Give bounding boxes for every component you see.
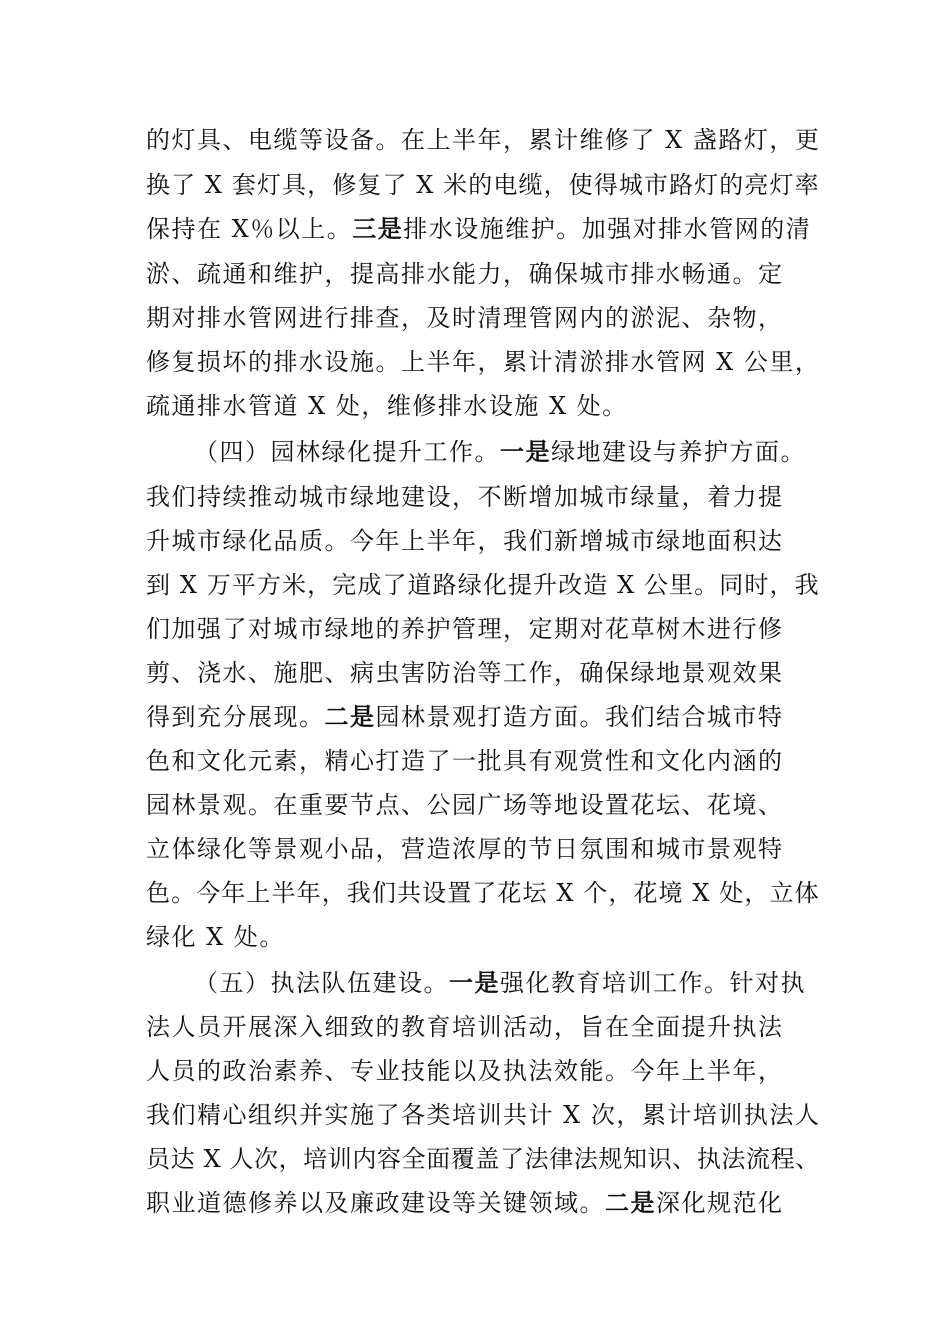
text-run: 淤、疏通和维护，提高排水能力，确保城市排水畅通。定 <box>146 260 784 288</box>
text-run: 人员的政治素养、专业技能以及执法效能。今年上半年， <box>146 1057 784 1085</box>
bold-keyword: 一是 <box>449 968 500 997</box>
text-line <box>146 1188 784 1218</box>
text-line <box>146 614 784 644</box>
text-run: 我们精心组织并实施了各类培训共计 X 次，累计培训执法人 <box>146 1101 821 1129</box>
text-run: 疏通排水管道 X 处，维修排水设施 X 处。 <box>146 392 628 420</box>
text-run: 修复损坏的排水设施。上半年，累计清淤排水管网 X 公里， <box>146 348 821 376</box>
text-run: 园林景观。在重要节点、公园广场等地设置花坛、花境、 <box>146 791 784 819</box>
text-run: 们加强了对城市绿地的养护管理，定期对花草树木进行修 <box>146 615 784 643</box>
bold-keyword: 二是 <box>324 702 376 731</box>
text-line <box>146 878 820 908</box>
text-line <box>194 968 806 998</box>
text-run: 剪、浇水、施肥、病虫害防治等工作，确保绿地景观效果 <box>146 659 784 687</box>
text-line <box>146 746 784 776</box>
text-run: 园林景观打造方面。我们结合城市特 <box>375 703 784 731</box>
text-run: 绿化 X 处。 <box>146 923 285 951</box>
text-line <box>146 702 784 732</box>
text-run: 换了 X 套灯具，修复了 X 米的电缆，使得城市路灯的亮灯率 <box>146 171 820 199</box>
text-run: 深化规范化 <box>656 1189 784 1217</box>
text-run: 保持在 X％以上。 <box>146 215 353 243</box>
text-run: 法人员开展深入细致的教育培训活动，旨在全面提升执法 <box>146 1013 784 1041</box>
text-line <box>146 303 784 333</box>
text-run: 排水设施维护。加强对排水管网的清 <box>403 215 812 243</box>
text-line <box>146 259 784 289</box>
text-line <box>146 170 820 200</box>
text-run: 的灯具、电缆等设备。在上半年，累计维修了 X 盏路灯，更 <box>146 126 821 154</box>
text-run: （四）园林绿化提升工作。 <box>194 438 500 466</box>
text-line <box>146 834 784 864</box>
text-run: 立体绿化等景观小品，营造浓厚的节日氛围和城市景观特 <box>146 835 784 863</box>
text-line <box>146 391 628 421</box>
text-run: 得到充分展现。 <box>146 703 325 731</box>
text-line <box>146 1056 784 1086</box>
text-run: 职业道德修养以及廉政建设等关键领域。 <box>146 1189 605 1217</box>
text-run: 升城市绿化品质。今年上半年，我们新增城市绿地面积达 <box>146 527 784 555</box>
text-line <box>146 125 820 155</box>
text-line <box>146 790 784 820</box>
text-run: 员达 X 人次，培训内容全面覆盖了法律法规知识、执法流程、 <box>146 1145 820 1173</box>
text-line <box>146 570 820 600</box>
text-run: 期对排水管网进行排查，及时清理管网内的淤泥、杂物， <box>146 304 784 332</box>
text-run: （五）执法队伍建设。 <box>194 969 449 997</box>
bold-keyword: 三是 <box>352 214 404 243</box>
text-run: 到 X 万平方米，完成了道路绿化提升改造 X 公里。同时，我 <box>146 571 820 599</box>
text-line <box>146 526 784 556</box>
text-line <box>146 1012 784 1042</box>
text-run: 色和文化元素，精心打造了一批具有观赏性和文化内涵的 <box>146 747 784 775</box>
text-run: 我们持续推动城市绿地建设，不断增加城市绿量，着力提 <box>146 483 784 511</box>
text-line <box>146 347 820 377</box>
text-line <box>146 658 784 688</box>
text-run: 强化教育培训工作。针对执 <box>500 969 806 997</box>
bold-keyword: 二是 <box>605 1188 656 1217</box>
text-run: 绿地建设与养护方面。 <box>551 438 806 466</box>
text-line <box>146 1144 820 1174</box>
text-line <box>146 922 285 952</box>
text-line <box>146 214 811 244</box>
text-run: 色。今年上半年，我们共设置了花坛 X 个，花境 X 处，立体 <box>146 879 820 907</box>
text-line <box>146 1100 820 1130</box>
text-line <box>146 482 784 512</box>
text-line <box>194 437 806 467</box>
bold-keyword: 一是 <box>500 437 551 466</box>
